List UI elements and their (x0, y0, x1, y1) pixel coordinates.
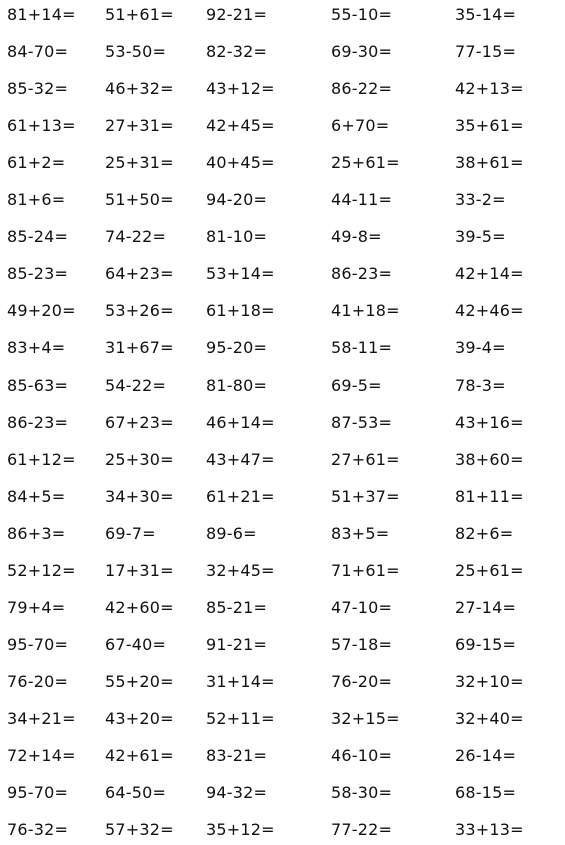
math-problem: 42+14= (455, 264, 524, 284)
math-problem: 91-21= (206, 634, 268, 654)
math-problem: 87-53= (331, 412, 393, 432)
math-problem: 27+61= (331, 449, 400, 469)
math-problem: 27-14= (455, 597, 517, 617)
math-problem: 67+23= (105, 412, 174, 432)
math-problem: 69-15= (455, 634, 517, 654)
math-problem: 44-11= (331, 190, 393, 210)
math-problem: 57+32= (105, 820, 174, 840)
math-problem: 53-50= (105, 42, 167, 61)
problem-row (0, 185, 565, 215)
math-problem: 32+45= (206, 560, 275, 580)
math-problem: 95-70= (7, 634, 69, 654)
math-problem: 43+20= (105, 708, 174, 728)
math-problem: 76-20= (331, 671, 393, 691)
math-problem: 38+60= (455, 449, 524, 469)
math-problem: 17+31= (105, 560, 174, 580)
math-problem: 31+67= (105, 338, 174, 358)
math-problem: 32+15= (331, 708, 400, 728)
math-problem: 67-40= (105, 634, 167, 654)
problem-row (0, 148, 565, 178)
math-problem: 84-70= (7, 42, 69, 61)
math-problem: 86-22= (331, 79, 393, 99)
math-problem: 83+5= (331, 523, 390, 543)
math-problem: 47-10= (331, 597, 393, 617)
math-problem: 51+50= (105, 190, 174, 210)
math-problem: 58-30= (331, 783, 393, 802)
math-problem: 55-10= (331, 5, 393, 24)
math-problem: 61+18= (206, 301, 275, 321)
math-problem: 46+14= (206, 412, 275, 432)
problem-row (0, 482, 565, 512)
math-problem: 86-23= (331, 264, 393, 284)
problem-row (0, 296, 565, 326)
math-problem: 95-20= (206, 338, 268, 358)
math-problem: 27+31= (105, 116, 174, 136)
math-problem: 69-30= (331, 42, 393, 61)
math-problem: 69-7= (105, 523, 156, 543)
math-problem: 42+13= (455, 79, 524, 99)
math-problem: 81+6= (7, 190, 66, 210)
math-problem: 82-32= (206, 42, 268, 61)
math-problem: 61+21= (206, 486, 275, 506)
math-problem: 85-23= (7, 264, 69, 284)
math-problem: 43+16= (455, 412, 524, 432)
math-problem: 57-18= (331, 634, 393, 654)
problem-row (0, 259, 565, 289)
problem-row (0, 111, 565, 141)
problem-row (0, 593, 565, 623)
math-problem: 25+61= (331, 153, 400, 173)
math-problem: 78-3= (455, 375, 506, 395)
problem-row (0, 778, 565, 808)
math-problem: 61+2= (7, 153, 66, 173)
math-problem: 77-22= (331, 820, 393, 840)
problem-row (0, 37, 565, 67)
math-problem: 86-23= (7, 412, 69, 432)
math-problem: 49+20= (7, 301, 76, 321)
math-problem: 49-8= (331, 227, 382, 247)
math-problem: 86+3= (7, 523, 66, 543)
math-problem: 76-32= (7, 820, 69, 840)
math-problem: 83+4= (7, 338, 66, 358)
problem-row (0, 519, 565, 549)
math-problem: 55+20= (105, 671, 174, 691)
math-problem: 33+13= (455, 820, 524, 840)
math-problem: 82+6= (455, 523, 514, 543)
math-problem: 53+26= (105, 301, 174, 321)
math-problem: 34+30= (105, 486, 174, 506)
math-problem: 76-20= (7, 671, 69, 691)
math-problem: 54-22= (105, 375, 167, 395)
problem-row (0, 74, 565, 104)
math-problem: 85-24= (7, 227, 69, 247)
math-problem: 85-32= (7, 79, 69, 99)
math-problem: 43+47= (206, 449, 275, 469)
math-problem: 53+14= (206, 264, 275, 284)
math-problem: 52+11= (206, 708, 275, 728)
math-problem: 81+11= (455, 486, 524, 506)
math-problem: 68-15= (455, 783, 517, 802)
problem-row (0, 741, 565, 771)
math-problem: 33-2= (455, 190, 506, 210)
math-problem: 72+14= (7, 746, 76, 765)
problem-row (0, 815, 565, 845)
math-problem: 32+40= (455, 708, 524, 728)
math-problem: 46-10= (331, 746, 393, 765)
math-problem: 83-21= (206, 746, 268, 765)
math-problem: 42+60= (105, 597, 174, 617)
math-problem: 69-5= (331, 375, 382, 395)
math-problem: 35+12= (206, 820, 275, 840)
problem-row (0, 556, 565, 586)
math-problem: 35-14= (455, 5, 517, 24)
math-problem: 6+70= (331, 116, 390, 136)
math-problem: 26-14= (455, 746, 517, 765)
math-problem: 34+21= (7, 708, 76, 728)
math-problem: 40+45= (206, 153, 275, 173)
math-problem: 58-11= (331, 338, 393, 358)
math-problem: 61+12= (7, 449, 76, 469)
math-problem: 31+14= (206, 671, 275, 691)
math-problem: 89-6= (206, 523, 257, 543)
problem-row (0, 333, 565, 363)
problem-row (0, 0, 565, 30)
math-problem: 25+31= (105, 153, 174, 173)
math-problem: 71+61= (331, 560, 400, 580)
math-problem: 51+61= (105, 5, 174, 24)
math-problem: 35+61= (455, 116, 524, 136)
math-problem: 84+5= (7, 486, 66, 506)
math-problem: 51+37= (331, 486, 400, 506)
math-problem: 38+61= (455, 153, 524, 173)
math-problem: 42+46= (455, 301, 524, 321)
math-problem: 77-15= (455, 42, 517, 61)
math-problem: 42+61= (105, 746, 174, 765)
problem-row (0, 371, 565, 401)
math-problem: 95-70= (7, 783, 69, 802)
math-problem: 25+30= (105, 449, 174, 469)
math-problem: 42+45= (206, 116, 275, 136)
math-problem: 94-32= (206, 783, 268, 802)
math-problem: 61+13= (7, 116, 76, 136)
problem-row (0, 445, 565, 475)
problem-row (0, 704, 565, 734)
math-problem: 52+12= (7, 560, 76, 580)
problem-row (0, 408, 565, 438)
math-problem: 74-22= (105, 227, 167, 247)
math-problem: 64+23= (105, 264, 174, 284)
problem-row (0, 630, 565, 660)
math-problem: 79+4= (7, 597, 66, 617)
math-problem: 43+12= (206, 79, 275, 99)
math-problem: 39-4= (455, 338, 506, 358)
math-problem: 81-80= (206, 375, 268, 395)
math-problem: 81-10= (206, 227, 268, 247)
math-problem: 92-21= (206, 5, 268, 24)
math-problem: 94-20= (206, 190, 268, 210)
math-problem: 25+61= (455, 560, 524, 580)
math-problem: 39-5= (455, 227, 506, 247)
math-problem: 64-50= (105, 783, 167, 802)
math-problem: 85-63= (7, 375, 69, 395)
math-problem: 81+14= (7, 5, 76, 24)
problem-row (0, 222, 565, 252)
math-problem: 46+32= (105, 79, 174, 99)
math-problem: 32+10= (455, 671, 524, 691)
math-problem: 85-21= (206, 597, 268, 617)
math-problem: 41+18= (331, 301, 400, 321)
problem-row (0, 667, 565, 697)
